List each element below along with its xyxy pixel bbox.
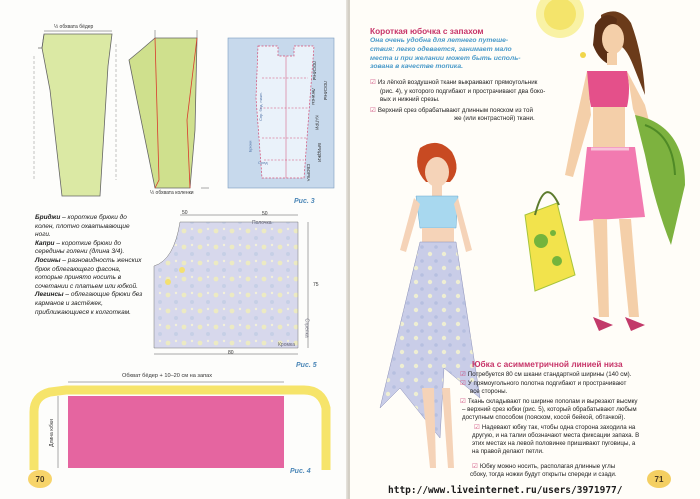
pattern-figure-1	[20, 20, 125, 200]
term-briji: Бриджи	[35, 214, 61, 221]
bullet-1-0-line-2: вых и нижний срезы.	[380, 96, 440, 104]
page-number-left: 70	[28, 470, 52, 488]
lead-line-2: места и при желании может быть исполь-	[370, 54, 521, 62]
bullet-2-2-line-1: – верхний срез юбки (рис. 5), который обрабатывают любым	[462, 406, 637, 413]
fig4-top-label: Обхват бёдер + 10–20 см на запах	[122, 373, 213, 379]
section-title-asym-skirt: Юбка с асимметричной линией низа	[472, 359, 623, 369]
bullet-2-2	[460, 398, 638, 406]
bullet-2-2-line-0: Ткань складывают по ширине пополам и вырезают высмку	[467, 398, 638, 405]
bullet-2-3	[474, 424, 635, 432]
lead-line-3: зована в качестве топика.	[370, 63, 464, 71]
fig5-top-width: 50	[182, 210, 188, 216]
bullet-1-0-line-1: (рис. 4), у которого подгибают и прострачивают два боко-	[380, 88, 546, 95]
fig5-shelf-label: Полочка	[252, 220, 272, 226]
right-page	[350, 0, 700, 499]
text-kapri: – короткие брюки до середины голени (длина 3/4).	[35, 239, 125, 256]
pattern-figure-3	[228, 38, 338, 190]
text-leginsy: – облегающие брюки без карманов и застёжек, приближающиеся к колготкам.	[35, 291, 143, 316]
fig3-label-6: Брюки	[247, 140, 253, 153]
half-hip-label: ½ обхвата бёдер	[54, 24, 94, 30]
text-briji: – короткие брюки до колен, плотно охватывающие ноги.	[35, 214, 130, 239]
bullet-1-0-line-0: Из лёгкой воздушной ткани выкраивают прямоугольник	[377, 79, 538, 86]
page-number-right: 71	[647, 470, 671, 488]
text-losiny: – разновидность женских брюк облегающего фасона, которые принято носить в сочетании с платьем или юбкой.	[35, 256, 142, 290]
bullet-2-1-line-1: все стороны.	[470, 388, 508, 395]
bullet-2-1-line-0: У прямоугольного полотна подгибают и прострачивают	[467, 380, 627, 387]
pattern-figure-4	[30, 370, 330, 480]
fig5-fold-label: Кромка	[278, 342, 295, 348]
bullet-2-3-line-0: Надевают юбку так, чтобы одна сторона заходила на	[481, 424, 636, 431]
definition-losiny	[35, 257, 145, 291]
fig3-caption: Рис. 3	[294, 198, 315, 205]
girl-illustration-right	[495, 5, 700, 345]
term-leginsy: Легинсы	[35, 291, 64, 299]
definition-leginsy	[35, 291, 145, 317]
bullet-2-0	[460, 371, 631, 379]
left-page	[0, 0, 348, 499]
pattern-figure-2	[125, 30, 215, 195]
lead-line-1: ствия: легко одевается, занимает мало	[370, 45, 512, 53]
fig5-caption: Рис. 5	[296, 362, 317, 369]
bullet-2-2-cont	[462, 406, 637, 422]
bullet-2-4-line-1: сбоку, тогда ножки будут открыты спереди и сзади.	[470, 471, 617, 478]
bullet-2-3-line-2: этих местах на левой половинке пришивают пуговицы, а	[472, 440, 636, 448]
bullet-2-1	[460, 380, 626, 388]
bullet-2-4-line-0: Юбку можно носить, располагая длинные углы	[479, 463, 616, 470]
fig3-label-5: СБОРКА	[306, 163, 312, 182]
definitions-text	[35, 214, 145, 317]
fig3-label-8: Сред	[258, 160, 268, 165]
watermark-url: http://www.liveinternet.ru/users/3971977/	[388, 485, 623, 496]
bullet-2-0-line-0: Потребуется 80 см шкани стандартной ширины (140 см).	[467, 371, 632, 378]
fig5-pocket-label: Стрелка	[303, 318, 310, 338]
bullet-2-4	[472, 463, 615, 471]
pattern-figure-5	[148, 210, 323, 360]
definition-kapri	[35, 240, 145, 257]
fig4-caption: Рис. 4	[290, 468, 311, 475]
definition-briji	[35, 214, 145, 240]
fig3-label-0: Спр. бед. нижн.	[257, 92, 263, 121]
bullet-1-1-line-1: же (или контрастной) ткани.	[454, 115, 535, 122]
fig4-side-label: Длина юбки	[48, 419, 55, 447]
fig3-label-4: БРИДЖИ	[316, 143, 322, 162]
fig3-label-1: ЛОСИНЫ	[312, 60, 318, 81]
lead-line-0: Она очень удобна для летнего путеше-	[370, 37, 509, 44]
half-knee-label: ½ обхвата коленки	[150, 190, 194, 196]
fig3-label-7: ЛОСИНЫ	[323, 80, 329, 101]
bullet-2-3-cont	[472, 432, 639, 456]
term-kapri: Капри	[35, 239, 55, 247]
fig5-right-height: 75	[313, 282, 319, 288]
bullet-2-3-line-3: на правой делают петли.	[472, 448, 544, 456]
section-title-wrap-skirt: Короткая юбочка с запахом	[370, 26, 484, 36]
bullet-2-2-line-2: доступным способом (пояском, косой бейкой, обтачкой).	[462, 414, 626, 422]
fig5-bottom-width: 80	[228, 350, 234, 356]
bullet-2-3-line-1: другую, и на талии обозначают места фиксации запаха. В	[472, 432, 640, 439]
term-losiny: Лосины	[35, 256, 61, 264]
fig3-label-2: Легинсы	[310, 88, 316, 105]
fig3-label-3: КАПРИ	[314, 115, 320, 130]
fig5-top-width-2: 50	[262, 211, 268, 217]
bullet-1-1-line-0: Верхний срез обрабатывают длинным пояском из той	[377, 107, 533, 114]
